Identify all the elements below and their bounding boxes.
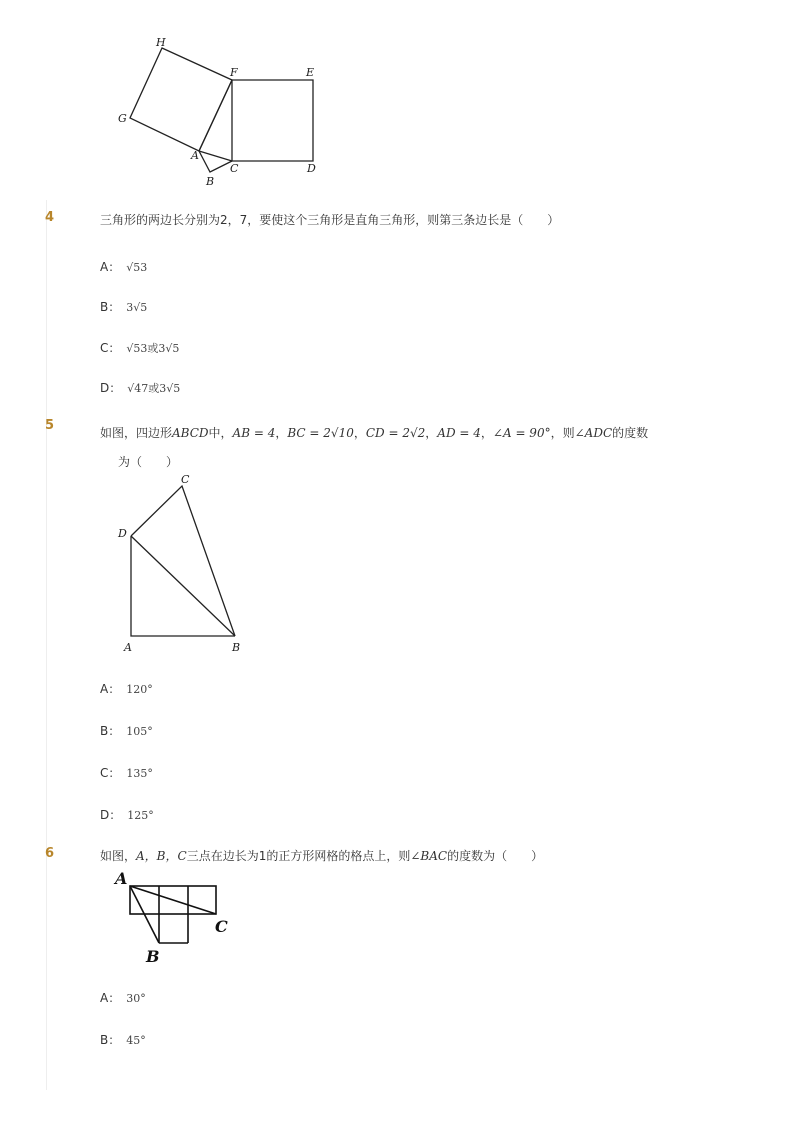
fig1-label-a: A — [191, 149, 199, 162]
q6-angle-bac: ∠BAC — [410, 849, 448, 863]
fig1-label-b: B — [206, 175, 215, 188]
q5-text-suffix: 的度数 — [612, 426, 649, 440]
fig5-label-b: B — [232, 641, 241, 654]
fig6-label-c: C — [215, 917, 228, 936]
q6-option-a-letter: A： — [100, 991, 121, 1005]
fig6-label-b: B — [146, 947, 160, 966]
q5-option-c-value: 135° — [126, 767, 153, 780]
fig1-label-c: C — [230, 162, 239, 175]
q5-text-mid1: 中， — [208, 426, 233, 440]
q4-option-c-letter: C： — [100, 341, 121, 355]
q6-option-a[interactable] — [100, 989, 146, 1006]
q4-option-a-letter: A： — [100, 260, 121, 274]
question-5-text: 如图，四边形ABCD中，AB = 4，BC = 2√10，CD = 2√2，AD = 4，∠A = 90°，则∠ADC的度数 — [100, 426, 649, 440]
q5-option-c-letter: C： — [100, 766, 121, 780]
q5-option-a-value: 120° — [126, 683, 153, 696]
question-5-text-line2: 为（ ） — [118, 455, 179, 469]
fig5-label-d: D — [118, 527, 127, 540]
q4-option-d-letter: D： — [100, 381, 122, 395]
q6-option-a-value: 30° — [126, 992, 146, 1005]
fig1-label-e: E — [306, 66, 315, 79]
q6-text-suffix: 的度数为（ ） — [447, 849, 544, 863]
q5-ab: AB = 4 — [232, 426, 276, 440]
q5-bc: BC = 2√10 — [287, 426, 354, 440]
question-number-4: 4 — [45, 210, 55, 225]
q6-text-prefix: 如图， — [100, 849, 137, 863]
q4-option-d-value: √47或3√5 — [127, 382, 181, 395]
q5-quad-name: ABCD — [172, 426, 209, 440]
q4-option-c-value: √53或3√5 — [126, 342, 180, 355]
question-number-6: 6 — [45, 846, 55, 861]
fig5-label-c: C — [181, 473, 190, 486]
q6-option-b-letter: B： — [100, 1033, 121, 1047]
q5-option-a-letter: A： — [100, 682, 121, 696]
fig1-label-h: H — [156, 36, 166, 49]
q5-option-d-value: 125° — [127, 809, 154, 822]
fig1-label-g: G — [118, 112, 127, 125]
question-number-5: 5 — [45, 418, 55, 433]
q6-points: A，B，C — [136, 849, 187, 863]
q4-option-a-value: √53 — [126, 261, 148, 274]
q6-option-b[interactable] — [100, 1031, 146, 1048]
q5-option-d-letter: D： — [100, 808, 122, 822]
question-4-text: 三角形的两边长分别为2，7，要使这个三角形是直角三角形，则第三条边长是（ ） — [100, 213, 560, 227]
q5-option-b-value: 105° — [126, 725, 153, 738]
q4-option-b-letter: B： — [100, 300, 121, 314]
q6-option-b-value: 45° — [126, 1034, 146, 1047]
q6-text-mid: 三点在边长为1的正方形网格的格点上，则 — [186, 849, 411, 863]
fig1-label-d: D — [307, 162, 316, 175]
q4-option-b-value: 3√5 — [126, 301, 148, 314]
q5-cd: CD = 2√2 — [365, 426, 426, 440]
fig1-label-f: F — [230, 66, 238, 79]
q5-option-b-letter: B： — [100, 724, 121, 738]
q5-text-mid2: ，则 — [550, 426, 575, 440]
q5-angle-adc: ∠ADC — [574, 426, 613, 440]
q5-angle-a: ∠A = 90° — [492, 426, 551, 440]
fig6-label-a: A — [115, 869, 128, 888]
q5-text-prefix: 如图，四边形 — [100, 426, 173, 440]
fig5-label-a: A — [124, 641, 132, 654]
q5-ad: AD = 4 — [437, 426, 481, 440]
